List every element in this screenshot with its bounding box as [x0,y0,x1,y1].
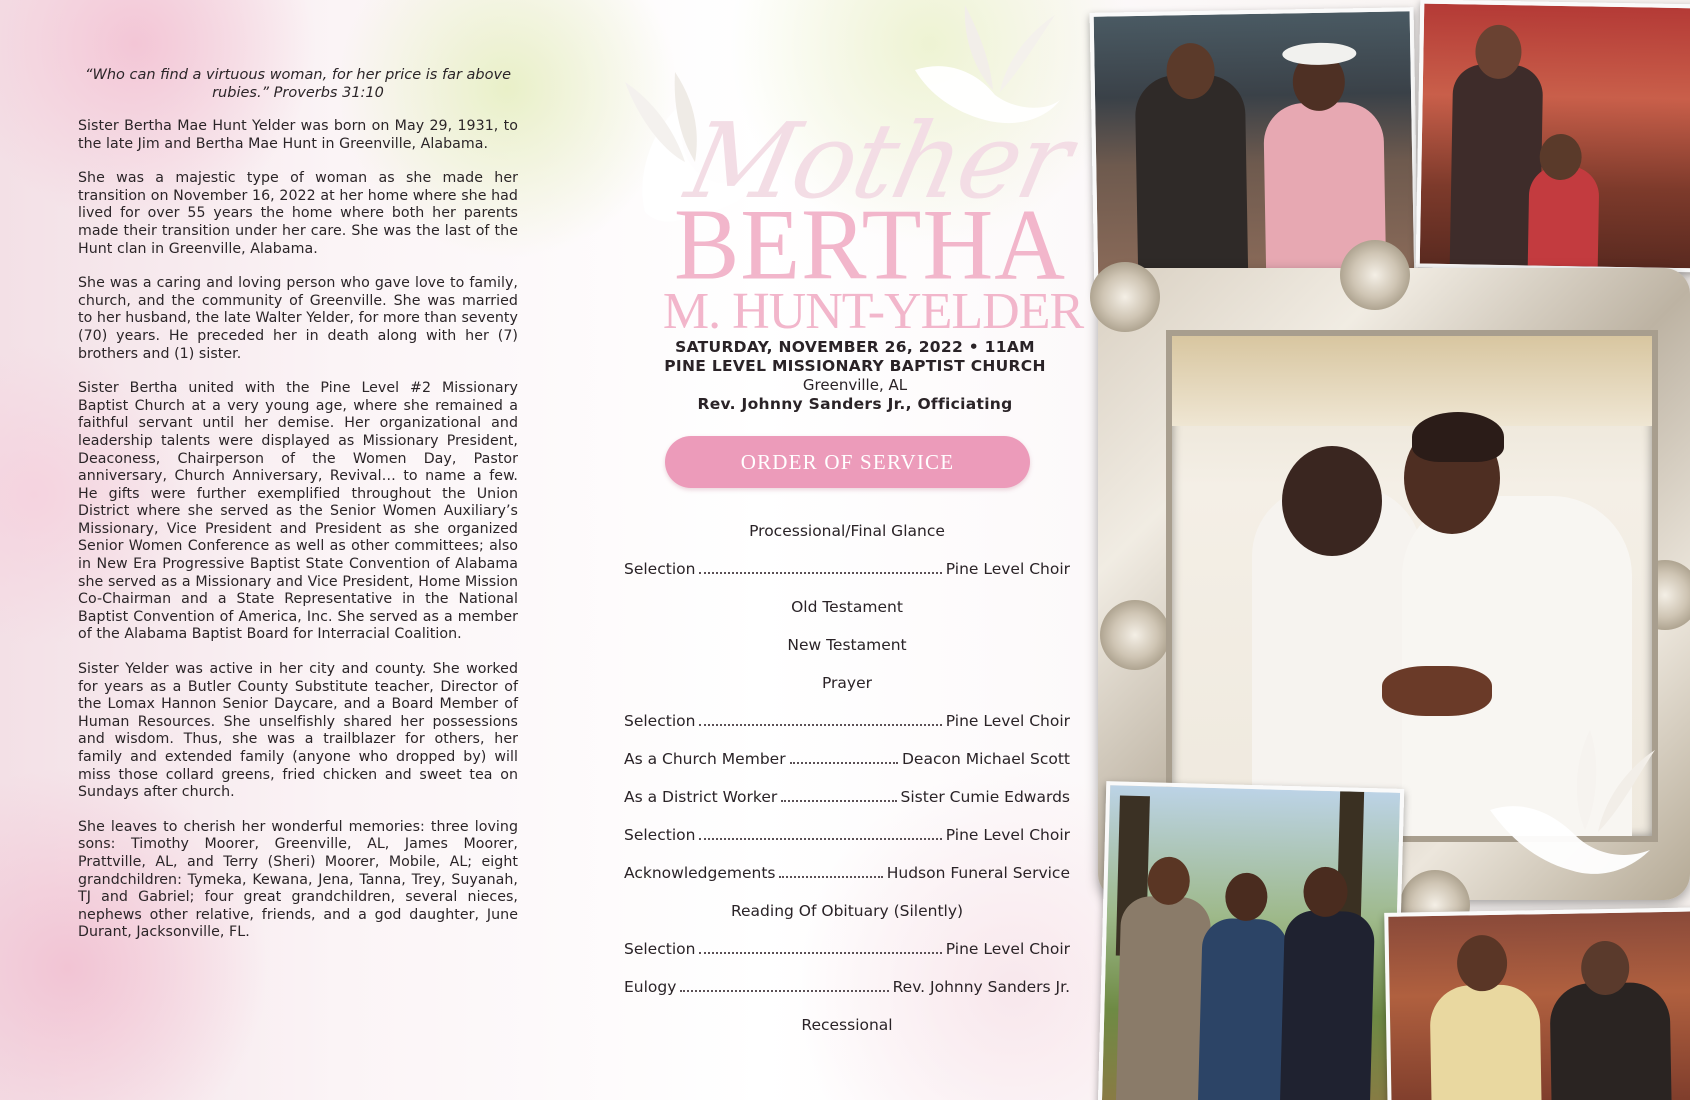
service-item-participant: Rev. Johnny Sanders Jr. [892,978,1070,996]
service-church: PINE LEVEL MISSIONARY BAPTIST CHURCH [664,357,1046,375]
title-script-word: Mother [677,100,1081,222]
service-details [620,338,1090,414]
service-item-participant: Pine Level Choir [945,560,1070,578]
order-of-service-list [624,512,1070,1044]
photo-couple-on-couch [1384,907,1690,1100]
service-item [624,664,1070,702]
service-item-label: Selection [624,712,696,730]
obituary-paragraph-2: She was a majestic type of woman as she made her transition on November 16, 2022 at her home where she had lived for over 55 years the home where both her parents made their transition under her care. She was the last of the Hunt clan in Greenville, Alabama. [78,170,518,257]
service-city: Greenville, AL [802,376,908,394]
dotted-leader [699,952,941,954]
service-item-participant: Hudson Funeral Service [886,864,1070,882]
service-item-label: Old Testament [791,598,903,616]
service-item-label: New Testament [787,636,907,654]
service-item [624,1006,1070,1044]
service-item-label: Processional/Final Glance [749,522,945,540]
service-item-label: Prayer [821,674,873,692]
dotted-leader [699,572,941,574]
service-item [624,740,1070,778]
service-date-time: SATURDAY, NOVEMBER 26, 2022 • 11AM [675,338,1035,356]
obituary-paragraph-4: Sister Bertha united with the Pine Level #2 Missionary Baptist Church at a very young age, where she remained a faithful servant until her demise. Her organizational and leadership talents were displayed as Missionary President, Deaconess, Chairperson of the Women Day, Pastor anniversary, Church Anniversary, Revival… to name a few. He gifts were further exemplified throughout the Union District where she served as the Senior Women Auxiliary’s Missionary, Vice President and President as she organized Senior Women Conference as well as other committees; also in New Era Progressive Baptist State Convention of Alabama she served as a Missionary and Vice President, Home Mission Co-Chairman and a State Representative in the National Baptist Convention of America, Inc. She served as a member of the Alabama Baptist Board for Interracial Coalition. [78,380,518,643]
service-item [624,512,1070,550]
service-item-label: As a District Worker [624,788,778,806]
service-item-label: Selection [624,826,696,844]
obituary-paragraph-1: Sister Bertha Mae Hunt Yelder was born on May 29, 1931, to the late Jim and Bertha Mae Hunt in Greenville, Alabama. [78,118,518,152]
title-last-name: M. HUNT-YELDER [662,283,1084,340]
service-item-label: Eulogy [624,978,677,996]
obituary-paragraph-5: Sister Yelder was active in her city and county. She worked for years as a Butler County Substitute teacher, Director of the Lomax Hannon Senior Daycare, and a Board Member of Human Resources. She unselfishly shared her possessions and wisdom. Thus, she was a trailblazer for others, her family and extended family (anyone who dropped by) will miss those collard greens, fried chicken and sweet tea on Sundays after church. [78,661,518,801]
service-item-label: Selection [624,560,696,578]
service-item [624,892,1070,930]
photo-man-and-woman-church [1416,0,1690,272]
service-officiant: Rev. Johnny Sanders Jr., Officiating [697,395,1013,413]
service-item [624,550,1070,588]
service-item-label: Recessional [801,1016,893,1034]
obituary-paragraph-3: She was a caring and loving person who gave love to family, church, and the community of Greenville. She was married to her husband, the late Walter Yelder, for more than seventy (70) years. He preceded her in death along with her (7) brothers and (1) sister. [78,275,518,362]
service-item-participant: Deacon Michael Scott [901,750,1070,768]
service-item-label: Acknowledgements [624,864,776,882]
service-item-participant: Pine Level Choir [945,826,1070,844]
service-item [624,626,1070,664]
dove-frame-icon [1480,720,1660,890]
service-item [624,854,1070,892]
title-first-name: BERTHA [673,188,1067,302]
service-item-participant: Sister Cumie Edwards [900,788,1070,806]
service-item [624,816,1070,854]
obituary-paragraph-6: She leaves to cherish her wonderful memories: three loving sons: Timothy Moorer, Greenville, AL, James Moorer, Prattville, AL, and Terry (Sheri) Moorer, Mobile, AL; eight grandchildren: Tymeka, Kewana, Jena, Tanna, Trey, Suyanah, TJ and Gabriel; four great grandchildren, several nieces, nephews other relative, friends, and a god daughter, June Durant, Jacksonville, FL. [78,818,518,941]
service-item [624,968,1070,1006]
order-of-service-heading: ORDER OF SERVICE [665,436,1030,488]
dotted-leader [699,838,941,840]
service-item-participant: Pine Level Choir [945,712,1070,730]
dotted-leader [680,990,888,992]
dotted-leader [699,724,941,726]
name-title-block [620,100,1090,340]
service-item [624,778,1070,816]
obituary-text-column [78,66,518,959]
dotted-leader [779,876,882,878]
frame-ornament-top-left [1090,262,1160,332]
frame-ornament-top-center [1340,240,1410,310]
dotted-leader [781,800,896,802]
service-item-label: As a Church Member [624,750,786,768]
service-item-label: Selection [624,940,696,958]
dotted-leader [790,762,898,764]
service-item [624,702,1070,740]
scripture-quote: “Who can find a virtuous woman, for her price is far above rubies.” Proverbs 31:10 [84,67,511,101]
service-item-label: Reading Of Obituary (Silently) [730,902,964,920]
service-item [624,588,1070,626]
service-item [624,930,1070,968]
service-item-participant: Pine Level Choir [945,940,1070,958]
photo-three-men-outdoors [1098,781,1404,1100]
frame-ornament-left-mid [1100,600,1170,670]
